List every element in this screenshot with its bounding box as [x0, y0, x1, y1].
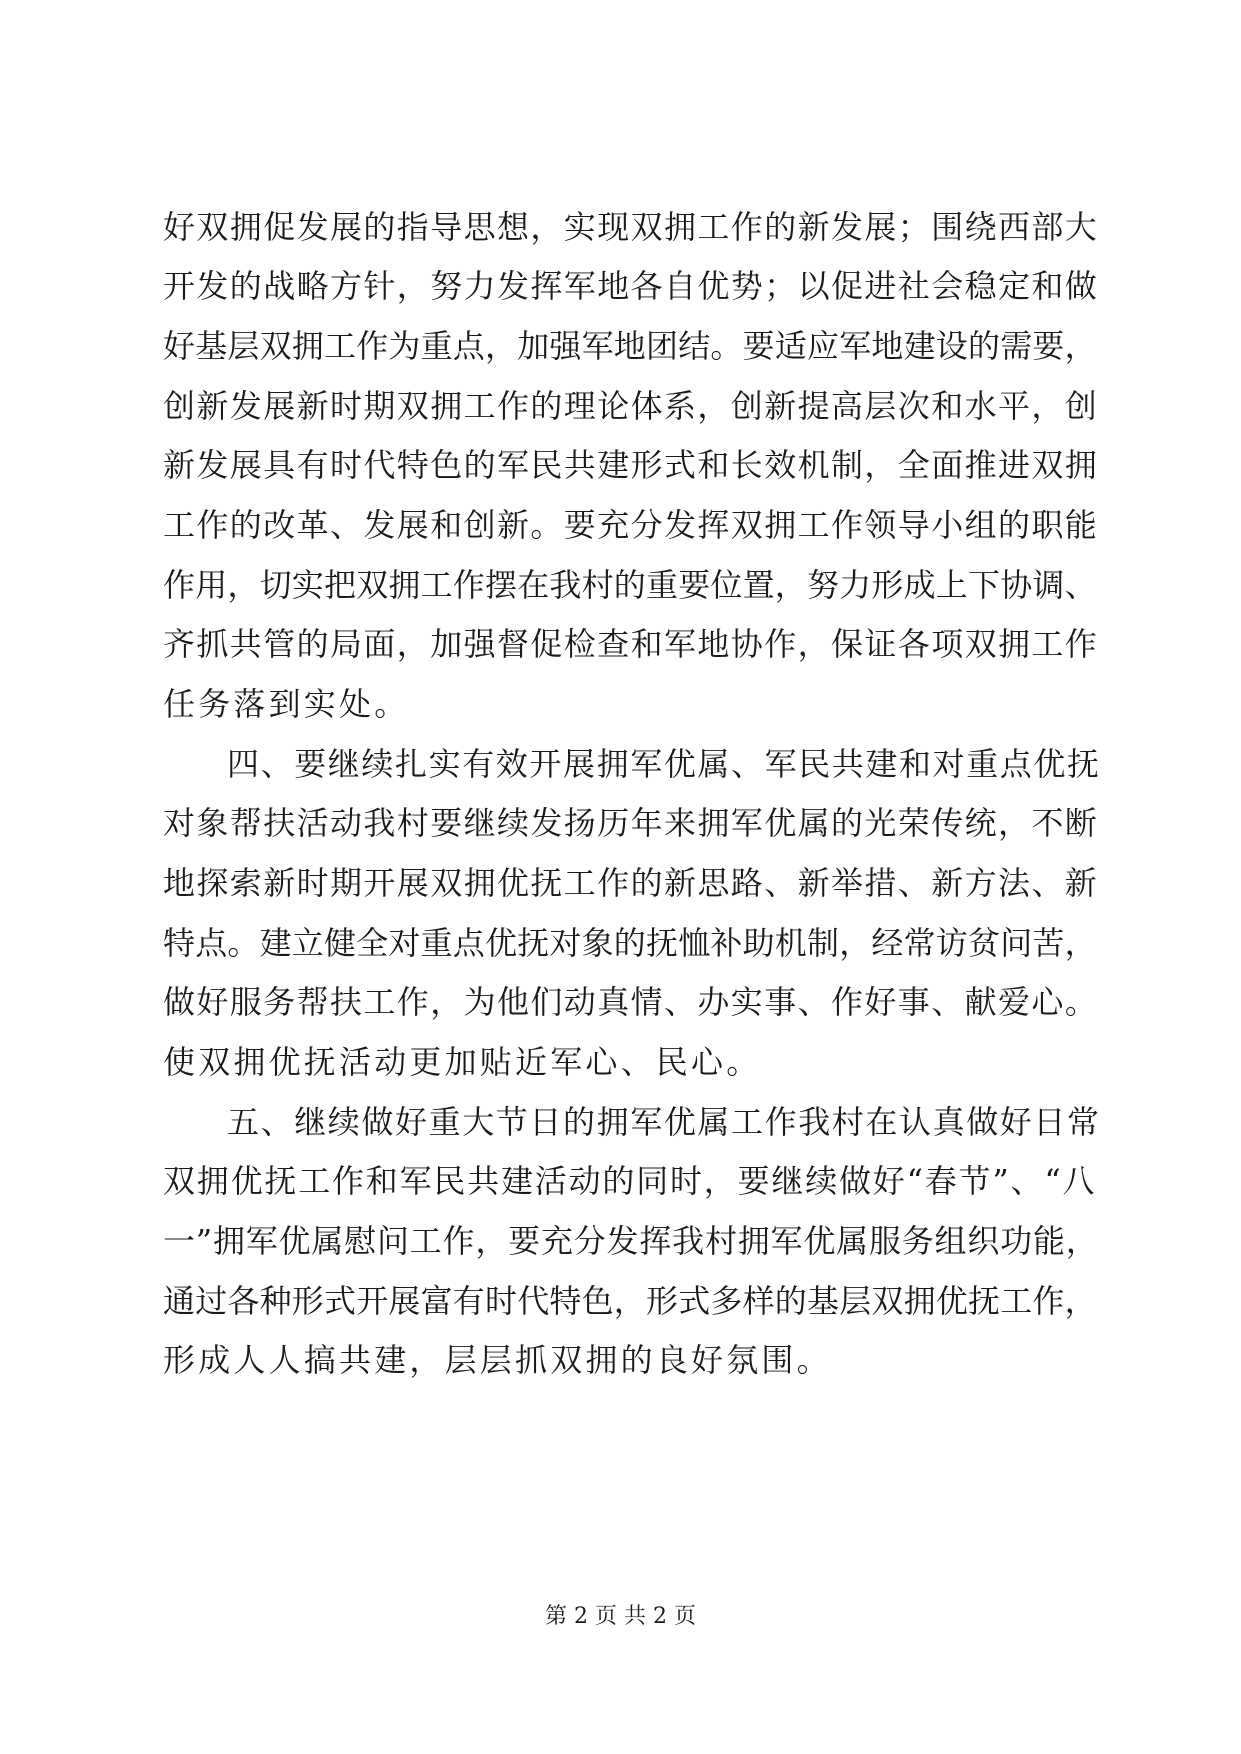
body-text-line: 好基层双拥工作为重点，加强军地团结。要适应军地建设的需要，: [163, 327, 1097, 365]
body-text-line: 通过各种形式开展富有时代特色，形式多样的基层双拥优抚工作，: [163, 1282, 1097, 1320]
body-text-line: 做好服务帮扶工作，为他们动真情、办实事、作好事、献爱心。: [163, 983, 1099, 1021]
body-text-line: 新发展具有时代特色的军民共建形式和长效机制，全面推进双拥: [163, 446, 1099, 484]
page-number-footer: 第 2 页 共 2 页: [545, 1604, 696, 1629]
body-text-line: 双拥优抚工作和军民共建活动的同时，要继续做好“春节”、“八: [163, 1162, 1097, 1200]
body-text-line: 工作的改革、发展和创新。要充分发挥双拥工作领导小组的职能: [163, 506, 1099, 544]
body-text-line: 一”拥军优属慰问工作，要充分发挥我村拥军优属服务组织功能，: [163, 1222, 1099, 1260]
body-text-line: 使双拥优抚活动更加贴近军心、民心。: [163, 1043, 762, 1081]
body-text-line: 特点。建立健全对重点优抚对象的抚恤补助机制，经常访贫问苦，: [163, 924, 1097, 962]
body-text-line: 作用，切实把双拥工作摆在我村的重要位置，努力形成上下协调、: [163, 566, 1097, 604]
section-five-heading-line: 五、继续做好重大节日的拥军优属工作我村在认真做好日常: [227, 1103, 1101, 1141]
body-text-line: 好双拥促发展的指导思想，实现双拥工作的新发展；围绕西部大: [163, 208, 1099, 246]
body-text-line: 形成人人搞共建，层层抓双拥的良好氛围。: [163, 1341, 832, 1379]
section-four-heading-line: 四、要继续扎实有效开展拥军优属、军民共建和对重点优抚: [227, 745, 1101, 783]
body-text-line: 地探索新时期开展双拥优抚工作的新思路、新举措、新方法、新: [163, 864, 1099, 902]
body-text-line: 任务落到实处。: [163, 685, 410, 723]
body-text-line: 开发的战略方针，努力发挥军地各自优势；以促进社会稳定和做: [163, 267, 1099, 305]
body-text-line: 齐抓共管的局面，加强督促检查和军地协作，保证各项双拥工作: [163, 625, 1099, 663]
body-text-line: 创新发展新时期双拥工作的理论体系，创新提高层次和水平，创: [163, 387, 1099, 425]
body-text-line: 对象帮扶活动我村要继续发扬历年来拥军优属的光荣传统，不断: [163, 804, 1099, 842]
